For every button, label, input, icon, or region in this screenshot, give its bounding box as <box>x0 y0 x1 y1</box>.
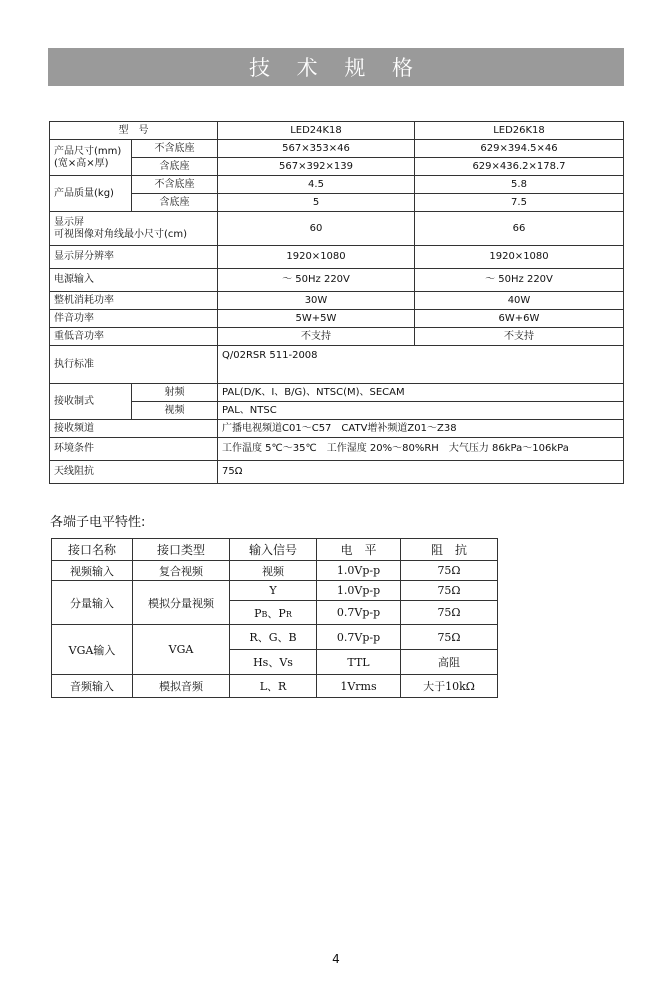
bass-power-1: 不支持 <box>218 328 415 346</box>
table-row <box>50 140 624 158</box>
table-row <box>50 384 624 402</box>
weight-without-base-2: 5.8 <box>415 176 624 194</box>
table-row <box>50 122 624 140</box>
header-port-name: 接口名称 <box>52 539 133 561</box>
table-row <box>50 158 624 176</box>
model-1: LED24K18 <box>218 122 415 140</box>
pr-subscript: R <box>285 609 292 619</box>
antenna-label: 天线阻抗 <box>50 461 218 484</box>
pb-letter: P <box>254 606 262 620</box>
table-row <box>50 194 624 212</box>
audio-power-1: 5W+5W <box>218 310 415 328</box>
resolution-2: 1920×1080 <box>415 246 624 269</box>
table-row <box>50 246 624 269</box>
rf-label: 射频 <box>132 384 218 402</box>
audio-power-2: 6W+6W <box>415 310 624 328</box>
component-port-name: 分量输入 <box>52 581 133 625</box>
table-row <box>50 420 624 438</box>
vga-signal-sync: Hs、Vs <box>230 650 317 675</box>
power-consumption-label: 整机消耗功率 <box>50 292 218 310</box>
table-row <box>52 625 498 650</box>
size-without-base-2: 629×394.5×46 <box>415 140 624 158</box>
display-size-2: 66 <box>415 212 624 246</box>
bass-power-2: 不支持 <box>415 328 624 346</box>
channels-value: 广播电视频道C01～C57 CATV增补频道Z01～Z38 <box>218 420 624 438</box>
display-label <box>50 212 218 246</box>
header-impedance: 阻 抗 <box>401 539 498 561</box>
component-impedance-y: 75Ω <box>401 581 498 601</box>
rf-value: PAL(D/K、I、B/G)、NTSC(M)、SECAM <box>218 384 624 402</box>
table-row <box>52 561 498 581</box>
vga-port-name: VGA输入 <box>52 625 133 675</box>
power-input-label: 电源输入 <box>50 269 218 292</box>
component-impedance-pbpr: 75Ω <box>401 601 498 625</box>
audio-port-level: 1Vrms <box>317 675 401 698</box>
audio-power-label: 伴音功率 <box>50 310 218 328</box>
table-row <box>50 461 624 484</box>
table-row <box>50 438 624 461</box>
standard-value: Q/02RSR 511-2008 <box>218 346 624 384</box>
table-row <box>50 346 624 384</box>
audio-port-signal: L、R <box>230 675 317 698</box>
header-port-type: 接口类型 <box>133 539 230 561</box>
table-row <box>50 310 624 328</box>
header-input-signal: 输入信号 <box>230 539 317 561</box>
video-value: PAL、NTSC <box>218 402 624 420</box>
pb-subscript: B <box>261 609 268 619</box>
pr-letter: P <box>278 606 286 620</box>
size-label-line1: 产品尺寸(mm) <box>54 145 122 157</box>
model-2: LED26K18 <box>415 122 624 140</box>
display-size-1: 60 <box>218 212 415 246</box>
vga-signal-rgb: R、G、B <box>230 625 317 650</box>
bass-power-label: 重低音功率 <box>50 328 218 346</box>
component-port-type: 模拟分量视频 <box>133 581 230 625</box>
video-port-impedance: 75Ω <box>401 561 498 581</box>
weight-without-base-1: 4.5 <box>218 176 415 194</box>
weight-with-base-1: 5 <box>218 194 415 212</box>
power-input-2: ～ 50Hz 220V <box>415 269 624 292</box>
size-with-base-2: 629×436.2×178.7 <box>415 158 624 176</box>
power-consumption-1: 30W <box>218 292 415 310</box>
component-signal-y: Y <box>230 581 317 601</box>
standard-label: 执行标准 <box>50 346 218 384</box>
table-row <box>52 675 498 698</box>
vga-impedance-rgb: 75Ω <box>401 625 498 650</box>
table-row <box>50 212 624 246</box>
spec-table <box>49 121 624 484</box>
table-row <box>50 269 624 292</box>
display-label-line2: 可视图像对角线最小尺寸(cm) <box>54 228 188 240</box>
size-without-base-label: 不含底座 <box>132 140 218 158</box>
component-signal-pbpr <box>230 601 317 625</box>
audio-port-name: 音频输入 <box>52 675 133 698</box>
page-number: 4 <box>332 952 340 966</box>
size-label-line2: (宽×高×厚) <box>54 157 109 169</box>
size-with-base-1: 567×392×139 <box>218 158 415 176</box>
video-port-name: 视频输入 <box>52 561 133 581</box>
size-without-base-1: 567×353×46 <box>218 140 415 158</box>
component-level-y: 1.0Vp-p <box>317 581 401 601</box>
weight-with-base-label: 含底座 <box>132 194 218 212</box>
table-row <box>52 581 498 601</box>
power-input-1: ～ 50Hz 220V <box>218 269 415 292</box>
component-level-pbpr: 0.7Vp-p <box>317 601 401 625</box>
video-label: 视频 <box>132 402 218 420</box>
vga-port-type: VGA <box>133 625 230 675</box>
header-level: 电 平 <box>317 539 401 561</box>
resolution-label: 显示屏分辨率 <box>50 246 218 269</box>
model-label: 型 号 <box>50 122 218 140</box>
antenna-value: 75Ω <box>218 461 624 484</box>
page-title: 技 术 规 格 <box>48 48 624 86</box>
display-label-line1: 显示屏 <box>54 216 84 228</box>
vga-level-sync: TTL <box>317 650 401 675</box>
video-port-level: 1.0Vp-p <box>317 561 401 581</box>
power-consumption-2: 40W <box>415 292 624 310</box>
weight-label: 产品质量(kg) <box>50 176 132 212</box>
pbpr-separator: 、 <box>267 606 279 620</box>
table-header-row <box>52 539 498 561</box>
environment-label: 环境条件 <box>50 438 218 461</box>
table-row <box>50 176 624 194</box>
environment-value: 工作温度 5℃～35℃ 工作湿度 20%～80%RH 大气压力 86kPa～106kPa <box>218 438 624 461</box>
audio-port-type: 模拟音频 <box>133 675 230 698</box>
size-label <box>50 140 132 176</box>
size-with-base-label: 含底座 <box>132 158 218 176</box>
vga-level-rgb: 0.7Vp-p <box>317 625 401 650</box>
vga-impedance-sync: 高阻 <box>401 650 498 675</box>
port-table <box>51 538 498 698</box>
video-port-type: 复合视频 <box>133 561 230 581</box>
weight-without-base-label: 不含底座 <box>132 176 218 194</box>
reception-system-label: 接收制式 <box>50 384 132 420</box>
resolution-1: 1920×1080 <box>218 246 415 269</box>
audio-port-impedance: 大于10kΩ <box>401 675 498 698</box>
weight-with-base-2: 7.5 <box>415 194 624 212</box>
port-section-title: 各端子电平特性: <box>50 515 146 530</box>
table-row <box>50 402 624 420</box>
table-row <box>50 292 624 310</box>
channels-label: 接收频道 <box>50 420 218 438</box>
video-port-signal: 视频 <box>230 561 317 581</box>
table-row <box>50 328 624 346</box>
